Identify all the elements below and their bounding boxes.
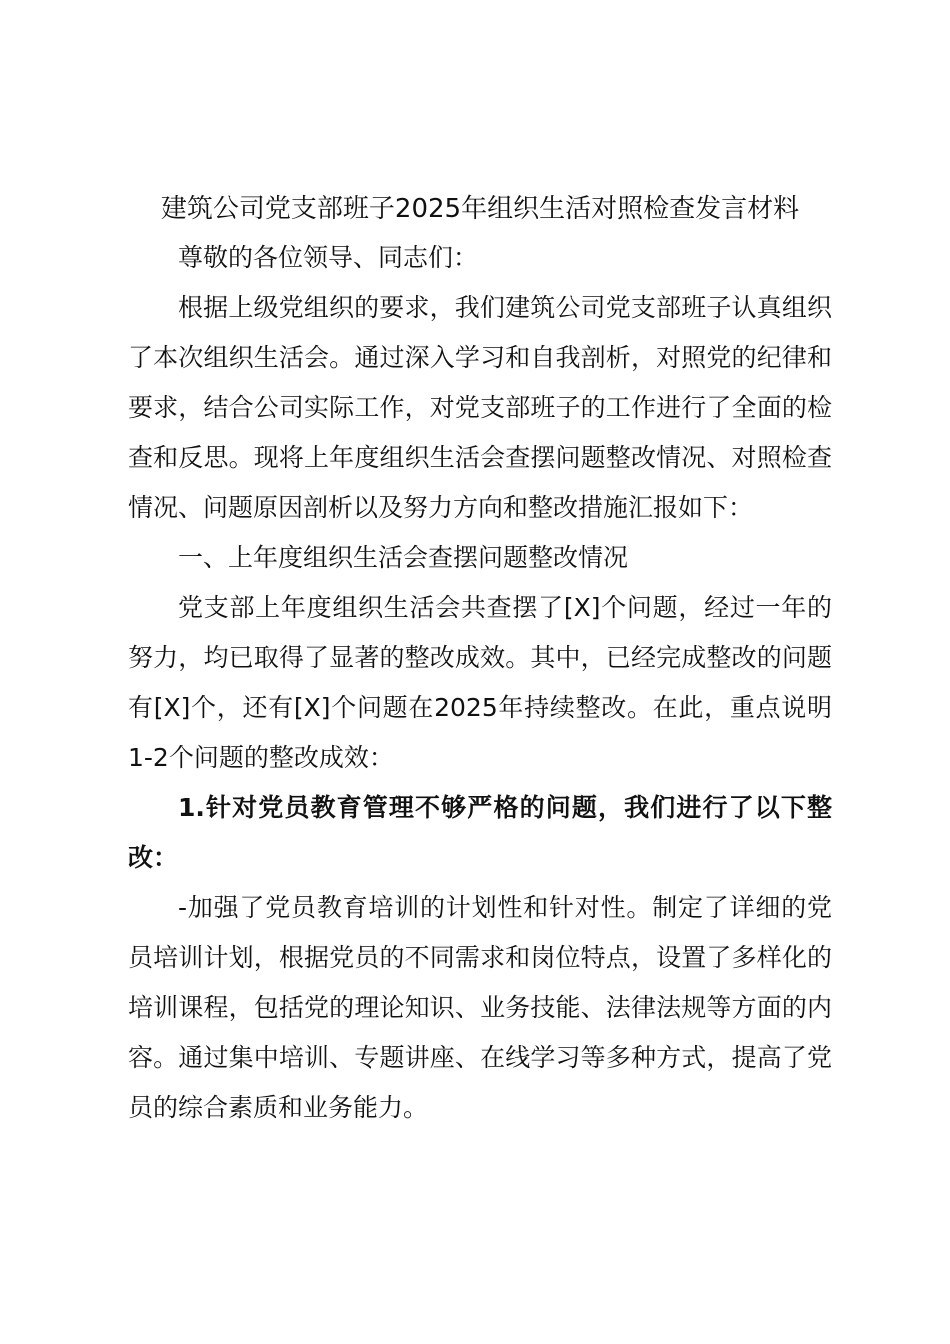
subsection-heading: 1.针对党员教育管理不够严格的问题，我们进行了以下整改： [128, 793, 832, 872]
body-paragraph: -加强了党员教育培训的计划性和针对性。制定了详细的党员培训计划，根据党员的不同需求和岗位特点，设置了多样化的培训课程，包括党的理论知识、业务技能、法律法规等方面的内容。通过集中培训、专题讲座、在线学习等多种方式，提高了党员的综合素质和业务能力。 [128, 893, 832, 1122]
document-page [128, 186, 832, 1133]
body-paragraph: 党支部上年度组织生活会共查摆了[X]个问题，经过一年的努力，均已取得了显著的整改成效。其中，已经完成整改的问题有[X]个，还有[X]个问题在2025年持续整改。在此，重点说明1-2个问题的整改成效： [128, 593, 832, 772]
section-heading: 一、上年度组织生活会查摆问题整改情况 [178, 543, 629, 572]
document-title: 建筑公司党支部班子2025年组织生活对照检查发言材料 [160, 194, 800, 224]
intro-paragraph: 根据上级党组织的要求，我们建筑公司党支部班子认真组织了本次组织生活会。通过深入学习和自我剖析，对照党的纪律和要求，结合公司实际工作，对党支部班子的工作进行了全面的检查和反思。现将上年度组织生活会查摆问题整改情况、对照检查情况、问题原因剖析以及努力方向和整改措施汇报如下： [128, 293, 832, 522]
salutation-paragraph: 尊敬的各位领导、同志们： [178, 243, 479, 272]
